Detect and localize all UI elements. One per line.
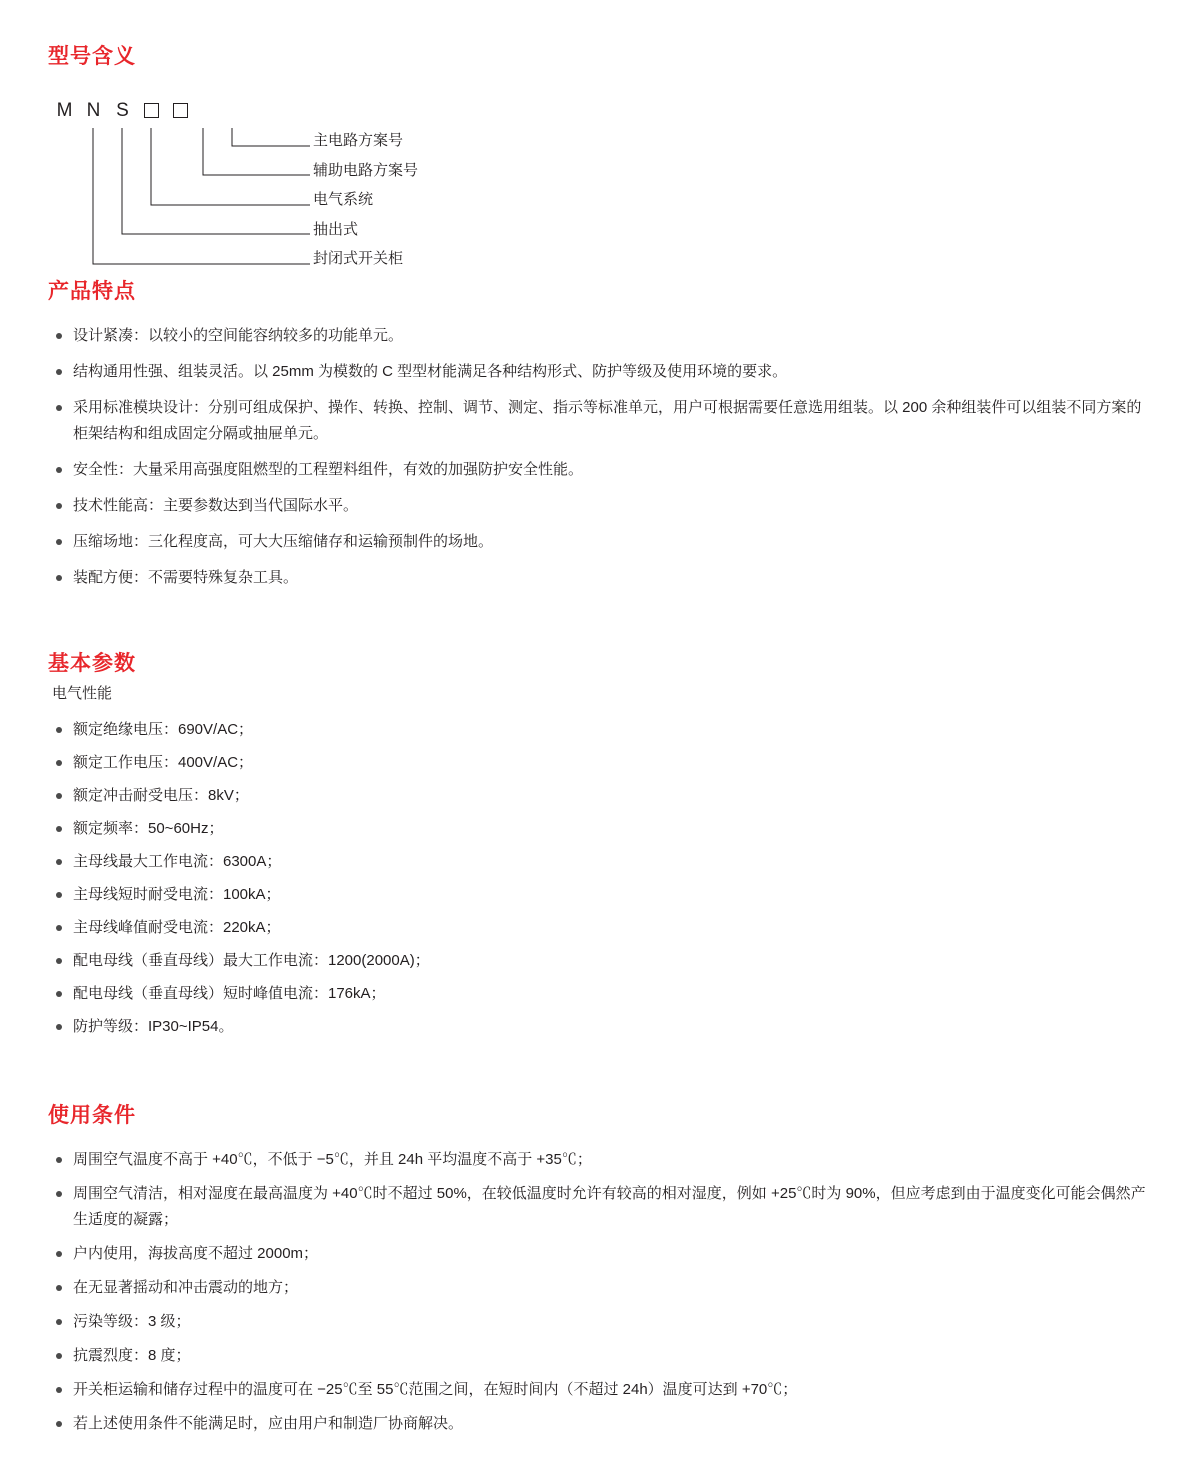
bullet-dot-icon bbox=[56, 991, 62, 997]
list-item bbox=[48, 395, 1152, 447]
list-item bbox=[48, 1241, 1152, 1267]
section-title-parameters: 基本参数 bbox=[48, 652, 136, 675]
bullet-dot-icon bbox=[56, 793, 62, 799]
list-item bbox=[48, 323, 1152, 349]
parameters-item-1: 额定绝缘电压：690V/AC； bbox=[73, 721, 254, 738]
bullet-dot-icon bbox=[56, 1251, 62, 1257]
model-code-char-m: M bbox=[56, 100, 73, 121]
parameters-item-10: 防护等级：IP30~IP54。 bbox=[73, 1018, 234, 1035]
model-code-box-2 bbox=[166, 100, 195, 118]
list-item bbox=[48, 717, 1152, 743]
conditions-list bbox=[48, 1147, 1152, 1437]
bullet-dot-icon bbox=[56, 892, 62, 898]
list-item bbox=[48, 1014, 1152, 1040]
parameters-subtitle: 电气性能 bbox=[52, 685, 113, 702]
list-item bbox=[48, 493, 1152, 519]
model-label-4: 抽出式 bbox=[313, 220, 359, 238]
parameters-item-4: 额定频率：50~60Hz； bbox=[73, 820, 224, 837]
list-item bbox=[48, 1181, 1152, 1233]
bullet-dot-icon bbox=[56, 1191, 62, 1197]
features-item-3: 采用标准模块设计：分别可组成保护、操作、转换、控制、调节、测定、指示等标准单元，用户可根据需要任意选用组装。以 200 余种组装件可以组装不同方案的柜架结构和组成固定分隔或抽屉单元。 bbox=[73, 399, 1142, 442]
features-item-7: 装配方便：不需要特殊复杂工具。 bbox=[73, 569, 299, 586]
bullet-dot-icon bbox=[56, 333, 62, 339]
conditions-item-8: 若上述使用条件不能满足时，应由用户和制造厂协商解决。 bbox=[73, 1415, 464, 1432]
list-item bbox=[48, 948, 1152, 974]
conditions-item-4: 在无显著摇动和冲击震动的地方； bbox=[73, 1279, 299, 1296]
list-item bbox=[48, 359, 1152, 385]
parameters-item-8: 配电母线（垂直母线）最大工作电流：1200(2000A)； bbox=[73, 952, 430, 969]
bullet-dot-icon bbox=[56, 467, 62, 473]
bullet-dot-icon bbox=[56, 369, 62, 375]
bullet-dot-icon bbox=[56, 539, 62, 545]
list-item bbox=[48, 849, 1152, 875]
list-item bbox=[48, 1147, 1152, 1173]
conditions-item-3: 户内使用，海拔高度不超过 2000m； bbox=[73, 1245, 319, 1262]
bullet-dot-icon bbox=[56, 1285, 62, 1291]
model-label-2: 辅助电路方案号 bbox=[313, 161, 419, 179]
features-item-6: 压缩场地：三化程度高，可大大压缩储存和运输预制件的场地。 bbox=[73, 533, 494, 550]
parameters-item-3: 额定冲击耐受电压：8kV； bbox=[73, 787, 249, 804]
section-title-features: 产品特点 bbox=[48, 280, 136, 303]
list-item bbox=[48, 529, 1152, 555]
conditions-item-7: 开关柜运输和储存过程中的温度可在 −25℃至 55℃范围之间，在短时间内（不超过 24h）温度可达到 +70℃； bbox=[73, 1381, 798, 1398]
list-item bbox=[48, 816, 1152, 842]
bullet-dot-icon bbox=[56, 1353, 62, 1359]
model-code-box-1 bbox=[137, 100, 166, 118]
list-item bbox=[48, 783, 1152, 809]
parameters-item-5: 主母线最大工作电流：6300A； bbox=[73, 853, 282, 870]
leader-lines bbox=[48, 124, 318, 274]
features-item-5: 技术性能高：主要参数达到当代国际水平。 bbox=[73, 497, 359, 514]
parameters-item-9: 配电母线（垂直母线）短时峰值电流：176kA； bbox=[73, 985, 386, 1002]
conditions-item-6: 抗震烈度：8 度； bbox=[73, 1347, 191, 1364]
parameters-list bbox=[48, 717, 1152, 1040]
bullet-dot-icon bbox=[56, 760, 62, 766]
model-designation-diagram bbox=[48, 100, 1152, 275]
conditions-item-2: 周围空气清洁，相对湿度在最高温度为 +40℃时不超过 50%，在较低温度时允许有较高的相对湿度，例如 +25℃时为 90%，但应考虑到由于温度变化可能会偶然产生适度的凝露； bbox=[73, 1185, 1146, 1228]
bullet-dot-icon bbox=[56, 826, 62, 832]
list-item bbox=[48, 1411, 1152, 1437]
model-label-1: 主电路方案号 bbox=[313, 132, 404, 149]
list-item bbox=[48, 1377, 1152, 1403]
parameters-item-6: 主母线短时耐受电流：100kA； bbox=[73, 886, 281, 903]
bullet-dot-icon bbox=[56, 859, 62, 865]
features-item-2: 结构通用性强、组装灵活。以 25mm 为模数的 C 型型材能满足各种结构形式、防护等级及使用环境的要求。 bbox=[73, 363, 788, 380]
bullet-dot-icon bbox=[56, 1024, 62, 1030]
bullet-dot-icon bbox=[56, 1387, 62, 1393]
model-code-char-n: N bbox=[86, 100, 101, 121]
bullet-dot-icon bbox=[56, 575, 62, 581]
list-item bbox=[48, 750, 1152, 776]
list-item bbox=[48, 565, 1152, 591]
list-item bbox=[48, 915, 1152, 941]
model-code-char-s: S bbox=[116, 100, 129, 121]
parameters-item-7: 主母线峰值耐受电流：220kA； bbox=[73, 919, 281, 936]
conditions-item-5: 污染等级：3 级； bbox=[73, 1313, 191, 1330]
section-title-model: 型号含义 bbox=[48, 45, 136, 68]
list-item bbox=[48, 1275, 1152, 1301]
list-item bbox=[48, 457, 1152, 483]
conditions-item-1: 周围空气温度不高于 +40℃，不低于 −5℃，并且 24h 平均温度不高于 +35℃； bbox=[73, 1151, 592, 1168]
features-item-4: 安全性：大量采用高强度阻燃型的工程塑料组件，有效的加强防护安全性能。 bbox=[73, 461, 584, 478]
list-item bbox=[48, 882, 1152, 908]
bullet-dot-icon bbox=[56, 1157, 62, 1163]
bullet-dot-icon bbox=[56, 958, 62, 964]
model-label-list bbox=[313, 126, 418, 274]
features-item-1: 设计紧凑：以较小的空间能容纳较多的功能单元。 bbox=[73, 327, 404, 344]
bullet-dot-icon bbox=[56, 727, 62, 733]
bullet-dot-icon bbox=[56, 925, 62, 931]
list-item bbox=[48, 1343, 1152, 1369]
bullet-dot-icon bbox=[56, 503, 62, 509]
model-label-5: 封闭式开关柜 bbox=[313, 250, 404, 267]
section-title-conditions: 使用条件 bbox=[48, 1104, 136, 1127]
features-list bbox=[48, 323, 1152, 591]
list-item bbox=[48, 1309, 1152, 1335]
bullet-dot-icon bbox=[56, 1319, 62, 1325]
bullet-dot-icon bbox=[56, 1421, 62, 1427]
bullet-dot-icon bbox=[56, 405, 62, 411]
list-item bbox=[48, 981, 1152, 1007]
model-code-row bbox=[48, 100, 1152, 126]
parameters-item-2: 额定工作电压：400V/AC； bbox=[73, 754, 254, 771]
model-label-3: 电气系统 bbox=[313, 191, 374, 208]
